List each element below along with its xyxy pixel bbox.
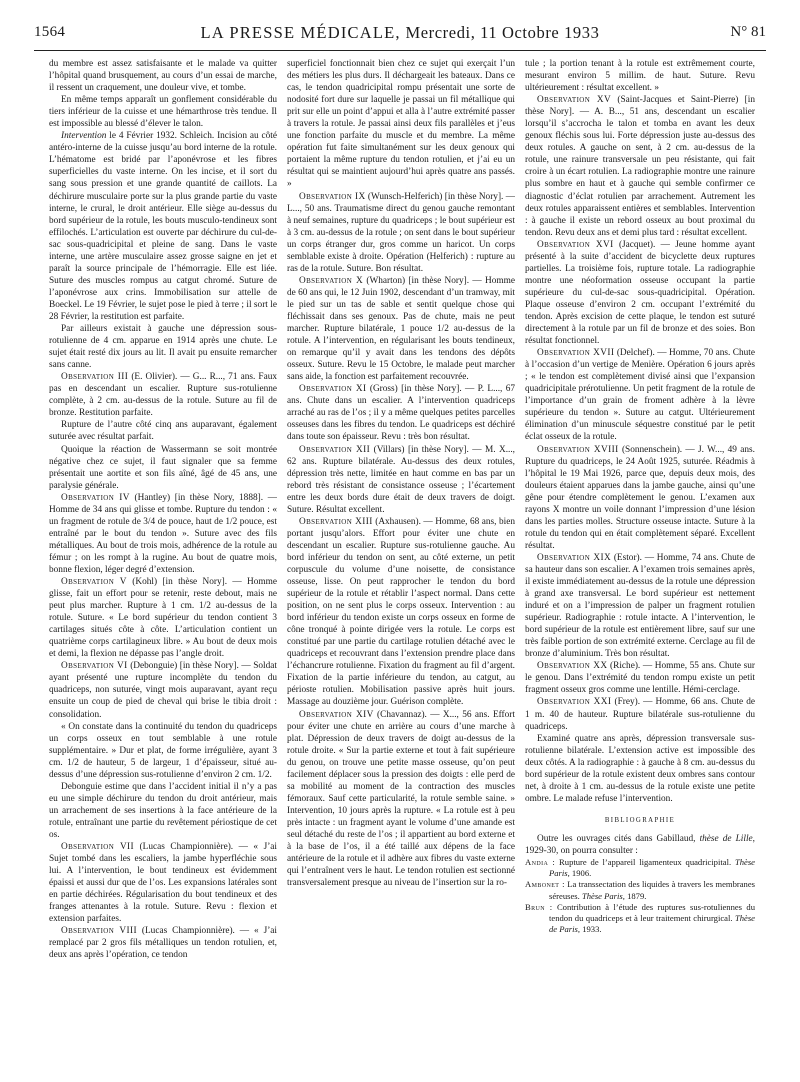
observation-author: (Debonguie) [130,661,178,672]
paragraph [49,58,277,94]
paragraph-text: — « J’ai Sujet tombé dans les escaliers, la jambe hyperfléchie sous lui. A l’intervention, le bout tendineux est évidemment épaissi et aussi dur que de l’os. Les expansions latérales sont en partie déchirées. Régularisation du bout tendineux et des franges attenantes à la rotule. Suture. Revu : flexion et extension parfaites. [49,842,277,925]
observation-paragraph [525,660,755,696]
bibliography-heading: BIBLIOGRAPHIE [604,816,676,824]
observation-author: (Villars) [373,444,405,455]
observation-paragraph [287,383,515,443]
running-title [34,23,766,43]
observation-label: Observation XVIII [537,444,619,455]
observation-paragraph [49,841,277,925]
paragraph-text: Examiné quatre ans après, dépression transversale sus-rotulienne bilatérale. L’extension active est impossible des deux côtés. A la radiographie : à gauche à 8 cm. au-dessus du bord supérieur de la rotule existent deux ombres sans contour net, à droite à 1 cm. au-dessus de la rotule existe une petite ombre. Le malade refuse l’intervention. [525,733,755,804]
bibliography-intro-text: Outre les ouvrages cités dans Gabillaud, [537,833,700,844]
paragraph-text: « On constate dans la continuité du tendon du quadriceps un corps osseux en tout semblable à une rotule supplémentaire. » Dur et plat, de forme irrégulière, ayant 3 cm. 1/2 de hauteur, 5 de largeur, 1 d’épaisseur, situé au-dessus d’une dépression sus-rotulienne d’environ 2 cm. 1/2. [49,721,277,780]
reference-entry [525,879,755,901]
issue-number: N° 81 [730,24,766,40]
paragraph-text: — Jeune homme ayant présenté à la suite d’accident de bicyclette deux ruptures partielles. La troisième fois, rupture totale. La radiographie montre une néoformation osseuse occupant la partie supérieure du cul-de-sac sous-quadricipital. Opération. Plaque osseuse d’environ 2 cm. occupant l’extrémité du tendon. Après excision de cette plaque, le tendon est suturé directement à la rotule par un fil de bronze et des soies. Bon résultat fonctionnel. [525,239,755,347]
observation-paragraph [525,347,755,443]
reference-author: Brun : [525,901,553,912]
paragraph-text: Par ailleurs existait à gauche une dépression sous-rotulienne de 4 cm. apparue en 1914 après une chute. Le sujet était resté dix jours au lit. Il avait pu ensuite remarcher sans canne. [49,324,277,371]
text-column-left [49,58,277,1070]
paragraph-text: [in thèse Nory, 1888]. — Homme de 34 ans qui glisse et tombe. Rupture du tendon : « un fragment de rotule de 3/4 de pouce, haut de 1/2 pouce, est entraîné par le bout du tendon ». Suture avec des fils métalliques. Au bout de trois mois, adhérence de la rotule au fémur ; on les rompt à la rugine. Au bout de quatre mois, bonne flexion, léger degré d’extension. [49,492,277,575]
observation-label: Observation XX [537,661,608,672]
observation-author: (Wunsch-Helferich) [367,191,443,202]
paragraph-text: Debonguie estime que dans l’accident initial il n’y a pas eu une simple déchirure du tendon du droit antérieur, mais un arrachement de ses insertions à la face antérieure de la rotule, entraînant une partie du revêtement périostique de cet os. [49,781,277,840]
observation-paragraph [525,444,755,552]
observation-paragraph [287,709,515,890]
observation-author: (Frey). [614,697,641,708]
observation-label: Observation VII [61,842,135,853]
observation-label: Observation XIV [299,709,374,720]
bibliography-section [525,815,755,936]
reference-title: Rupture de l’appareil ligamenteux quadricipital. [559,857,735,868]
observation-paragraph [287,444,515,516]
observation-paragraph [287,191,515,275]
paragraph-text: [in thèse Nory]. — M. X..., 62 ans. Rupture bilatérale. Au-dessus des deux rotules, dépression très nette, limitée en haut comme en bas par un rebord très résistant de consistance osseuse ; l’écartement entre les deux bords dure était de deux travers de doigt. Suture. Résultat excellent. [287,444,515,515]
paragraph-text: [in thèse Nory]. — A. B..., 51 ans, descendant un escalier lorsqu’il s’accrocha le talon et tomba en avant les deux genoux fléchis sous lui. Forte dépression juste au-dessus des deux rotules. A gauche on sent, à 2 cm. au-dessus de la rotule, une rainure transversale un peu résistante, qui fait croire à un écart rotulien. La radiographie montre une rainure plus sombre en haut et à gauche qui semble confirmer ce diagnostic d’éclat rotulien par arrachement. Autrement les deux rotules apparaissent entières et semblables. Intervention : à gauche il existe un rebord osseux au bout proximal du tendon. Revu deux ans et demi plus tard : résultat excellent. [525,95,755,238]
bibliography-intro [525,833,755,857]
paragraph-text: — Homme, 66 ans. Chute de 1 m. 40 de hauteur. Rupture bilatérale sus-rotulienne du quadriceps. [525,697,755,732]
observation-paragraph [525,239,755,347]
paragraph [49,721,277,781]
observation-author: (Lucas Championnière). [139,842,234,853]
reference-year: , 1879. [622,890,647,901]
observation-author: (Riche). [610,661,641,672]
observation-paragraph [49,576,277,660]
page-number: 1564 [34,24,66,40]
paragraph [525,58,755,94]
reference-entry [525,902,755,936]
paragraph-lead: Intervention [61,131,107,142]
reference-source: Thèse Paris [581,890,623,901]
observation-author: (Estor). [613,552,642,563]
observation-label: Observation XVI [537,239,614,250]
observation-author: (Hantley) [134,492,171,503]
observation-paragraph [525,94,755,239]
paragraph-text: — Homme, 55 ans. Chute sur le genou. Dans l’extrémité du tendon rompu existe un petit fragment osseux gros comme une lentille. Hémi-cerclage. [525,661,755,696]
observation-paragraph [287,275,515,383]
observation-label: Observation XII [299,444,371,455]
paragraph [525,733,755,805]
paragraph-text: — X..., 56 ans. Effort pour éviter une chute en arrière au cours d’une marche à plat. Dépression de deux travers de doigt au-dessus de la rotule droite. « Sur la partie externe et tout à fait supérieure du genou, on trouve une petite masse osseuse, qu’on peut facilement déplacer sous la pression des doigts : elle perd de sa mobilité au moment de la contraction des muscles fémoraux. Sauf cette particularité, la rotule semble saine. » Intervention, 10 jours après la rupture. « La rotule est à peu près intacte : un fragment ayant le volume d’une amande est seul détaché du reste de l’os ; il appartient au bord externe et à la base de l’os, il a été taillé aux dépens de la face antérieure de la rotule et il adhère aux fibres du vaste externe qui l’entraînent vers le haut. Le tendon rotulien est sectionné transversalement presque au niveau de l’insertion sur la ro- [287,709,515,889]
reference-author: Ambonet : [525,879,565,890]
bibliography-intro-tail: , 1929-30, on pourra consulter : [525,833,755,856]
text-column-middle [287,58,515,1070]
observation-paragraph [525,696,755,732]
header-rule [34,50,766,51]
observation-label: Observation VI [61,661,128,672]
paragraph-text: du membre est assez satisfaisante et le malade va quitter l’hôpital quand brusquement, au cours d’un essai de marche, il ressent un craquement, une douleur vive, et tombe. [49,59,277,94]
reference-title: La transsectation des liquides à travers les membranes séreuses. [549,879,755,901]
reference-year: , 1906. [567,868,592,879]
publication-name: LA PRESSE MÉDICALE, [200,23,401,42]
observation-label: Observation XXI [537,697,612,708]
observation-author: (Lucas Championnière). [141,926,235,937]
paragraph-text: le 4 Février 1932. Schleich. Incision au côté antéro-interne de la cuisse jusqu’au bord interne de la rotule. L’hématome est bridé par l’aponévrose et les fibres superficielles du vaste interne. On les incise, et il sort du sang sous pression et une grande quantité de caillots. La déchirure musculaire porte sur la plus grande partie du vaste interne, le crural, le droit antérieur. Elle siège au-dessus du bord supérieur de la rotule, les bouts musculo-tendineux sont effilochés. L’articulation est ouverte par déchirure du cul-de-sac sous-quadricipital et pleine de sang. Dans le vaste interne, une artère musculaire assez grosse saigne en jet et paraît la source principale de l’hémorragie. Elle est liée. Suture des muscles rompus au catgut chromé. Suture de l’aponévrose aux crins. Immobilisation sur attelle de Boeckel. Le 19 Février, le sujet pose le pied à terre ; il sort le 28 Février, la restitution est parfaite. [49,131,277,322]
observation-paragraph [49,660,277,720]
reference-title: Contribution à l’étude des ruptures sus-rotuliennes du tendon du quadriceps et à leur traitement chirurgical. [549,901,755,924]
reference-author: Andia : [525,857,556,868]
paragraph-text: [in thèse Nory]. — Homme de 60 ans qui, le 12 Juin 1902, descendant d’un tramway, mit le pied sur un tas de sable et sentit quelque chose qui fléchissait dans ses genoux. Pas de chute, mais ne peut marcher. Rupture bilatérale, 1 pouce 1/2 au-dessus de la rotule. A l’intervention, en régularisant les bouts tendineux, on remarque qu’il y avait dans les tendons des dépôts osseux. Suture. Revu le 15 Octobre, le malade peut marcher sans aide, la fonction est parfaitement recouvrée. [287,275,515,383]
reference-source: Thèse de Paris [549,913,755,935]
paragraph-text: [in thèse Nory]. — P. L..., 67 ans. Chute dans un escalier. A l’intervention quadriceps arraché au ras de l’os ; il y a même quelques petites parcelles osseuses dans les fibres du tendon. Le quadriceps est déchiré dans toute son épaisseur. Revu : très bon résultat. [287,384,515,443]
paragraph [49,130,277,323]
issue-date: Mercredi, 11 Octobre 1933 [405,23,600,42]
observation-author: (Jacquet). [618,239,656,250]
observation-label: Observation XV [537,95,612,106]
paragraph [49,781,277,841]
paragraph-text: Rupture de l’autre côté cinq ans auparavant, également suturée avec résultat parfait. [49,420,277,443]
paragraph-text: [in thèse Nory]. — Homme glisse, fait un effort pour se retenir, reste debout, mais ne peut plus marcher. Rupture à 1 cm. 1/2 au-dessus de la rotule. Suture. « Le bord supérieur du tendon contient 3 cartilages situés côte à côte. L’articulation contient un quatrième corps cartilagineux libre. » Au bout de deux mois et demi, la flexion ne dépasse pas l’angle droit. [49,577,277,660]
observation-label: Observation XI [299,384,367,395]
observation-author: (Saint-Jacques et Saint-Pierre) [617,95,739,106]
observation-label: Observation XVII [537,348,615,359]
observation-paragraph [49,925,277,961]
reference-source: Thèse Paris [549,857,755,879]
observation-author: (E. Olivier). [131,372,178,383]
paragraph-text: — Homme, 70 ans. Chute à l’occasion d’un vertige de Menière. Opération 6 jours après ; « le tendon est complètement divisé ainsi que l’expansion quadricipitale prérotulienne. Un petit fragment de la rotule de l’importance d’un grain de froment adhère à la lèvre supérieure du tendon ». Suture au catgut. Ultérieurement élimination d’un minuscule séquestre constitué par le petit éclat osseux de la rotule. [525,348,755,443]
reference-year: , 1933. [577,924,602,935]
observation-author: (Kohl) [132,577,158,588]
observation-paragraph [49,371,277,419]
observation-label: Observation IV [61,492,130,503]
bibliography-intro-source: thèse de Lille [699,833,753,844]
observation-label: Observation IX [299,191,366,202]
paragraph-text: tule ; la portion tenant à la rotule est extrêmement courte, mesurant environ 5 millim. de haut. Suture. Revu ultérieurement : résultat excellent. » [525,59,755,94]
paragraph-text: [in thèse Nory]. — Soldat ayant présenté une rupture incomplète du tendon du quadriceps, non suturée, vingt mois auparavant, ayant reçu ensuite un coup de pied de cheval qui brise le tibia droit : consolidation. [49,661,277,720]
reference-entry [525,857,755,879]
paragraph-text: superficiel fonctionnait bien chez ce sujet qui exerçait l’un des métiers les plus durs. Il déchargeait les bateaux. Dans ce cas, le tendon quadricipital rompu présentait une sorte de nodosité fort dure sur laquelle je passai un fil métallique qui prit sur elle un point d’appui et alla à l’autre extrémité passer à travers la rotule. Je passai ainsi deux fils parallèles et j’eus une fonction parfaite du muscle et du membre. La même opération fut faite simultanément sur les deux genoux qui portaient la même rupture du tendon rotulien, et j’ai eu un résultat qui se maintient aujourd’hui après quatre ans passés. » [287,59,515,190]
paragraph [49,94,277,130]
observation-author: (Axhausen). [375,516,421,527]
paragraph-text: En même temps apparaît un gonflement considérable du tiers inférieur de la cuisse et une hémarthrose très tendue. Il est impossible au blessé d’élever le talon. [49,95,277,130]
observation-label: Observation X [299,275,364,286]
paragraph-text: Quoique la réaction de Wassermann se soit montrée négative chez ce sujet, il faut signaler que sa femme présentait une aortite et son fils aîné, âgé de 45 ans, une paralysie générale. [49,444,277,491]
paragraph-text: — J. W..., 49 ans. Rupture du quadriceps, le 24 Août 1925, suturée. Réadmis à l’hôpital le 19 Mai 1926, parce que, depuis deux mois, des douleurs étaient apparues dans la jambe gauche, ainsi qu’une gêne pour étendre complètement le genou. L’examen aux rayons X montre un voile donnant l’impression d’une lésion dans les parties molles. Structure osseuse intacte. Suture à la rotule du tendon qui en était complètement séparé. Excellent résultat. [525,444,755,551]
paragraph [49,419,277,443]
paragraph [287,58,515,191]
paragraph [49,323,277,371]
observation-label: Observation XIX [537,552,612,563]
observation-label: Observation VIII [61,926,137,937]
text-column-right [525,58,755,1070]
observation-author: (Sonnenschein). [621,444,683,455]
observation-paragraph [525,552,755,660]
observation-author: (Delchef). [616,348,655,359]
observation-label: Observation V [61,577,127,588]
paragraph-text: — « J’ai remplacé par 2 gros fils métalliques un tendon rotulien, et, deux ans après l’opération, ce tendon [49,926,277,961]
observation-author: (Chavannaz). [377,709,427,720]
observation-label: Observation III [61,372,129,383]
paragraph-text: — Homme, 74 ans. Chute de sa hauteur dans son escalier. A l’examen trois semaines après, il existe immédiatement au-dessus de la rotule une dépression à grand axe transversal. Le bord supérieur est nettement induré et on a l’impression de palper un fragment rotulien supérieur. Radiographie : rotule intacte. A l’intervention, le bord supérieur de la rotule est entièrement libre, sauf sur une très faible portion de son extrémité externe. Cerclage au fil de bronze d’aluminium. Très bon résultat. [525,552,755,660]
paragraph-text: — G... R..., 71 ans. Faux pas en descendant un escalier. Rupture sus-rotulienne complète, à 2 cm. au-dessus de la rotule. Suture au fil de bronze. Restitution parfaite. [49,372,277,419]
reference-list [525,857,755,935]
observation-paragraph [287,516,515,709]
observation-label: Observation XIII [299,516,373,527]
paragraph [49,444,277,492]
observation-paragraph [49,492,277,576]
paragraph-text: [in thèse Nory]. — L..., 50 ans. Traumatisme direct du genou gauche remontant à neuf semaines, rupture du quadriceps ; le bout supérieur est à 3 cm. au-dessus de la rotule ; on sent dans le bout supérieur un corps étranger dur, gros comme un haricot. Un corps semblable existe à droite. Opération (Helferich) : rupture au ras de la rotule. Suture. Bon résultat. [287,191,515,274]
observation-author: (Gross) [369,384,398,395]
right-column-observations [525,58,755,805]
observation-author: (Wharton) [366,275,406,286]
paragraph-text: — Homme, 68 ans, bien portant jusqu’alors. Effort pour éviter une chute en descendant un escalier. Rupture sus-rotulienne gauche. Au bord inférieur du tendon on sent, au côté externe, un petit corpuscule du volume d’une noisette, de consistance osseuse, lisse. On peut rapprocher le tendon du bord supérieur de la rotule et rétablir l’aspect normal. Dans cette position, on ne sent plus le corps osseux. Intervention : au bord inférieur du tendon existe un corps osseux en forme de cône tronqué à pointe dirigée vers la rotule. Le corps est constitué par une partie du cartilage rotulien détaché avec le quadriceps et recouvrant dans l’extension prendre place dans l’échancrure rotulienne. Fixation du fragment au fil d’argent. Fixation de la partie inférieure du tendon, au catgut, au périoste rotulien. Mobilisation passive après huit jours. Massage au douzième jour. Guérison complète. [287,516,515,708]
